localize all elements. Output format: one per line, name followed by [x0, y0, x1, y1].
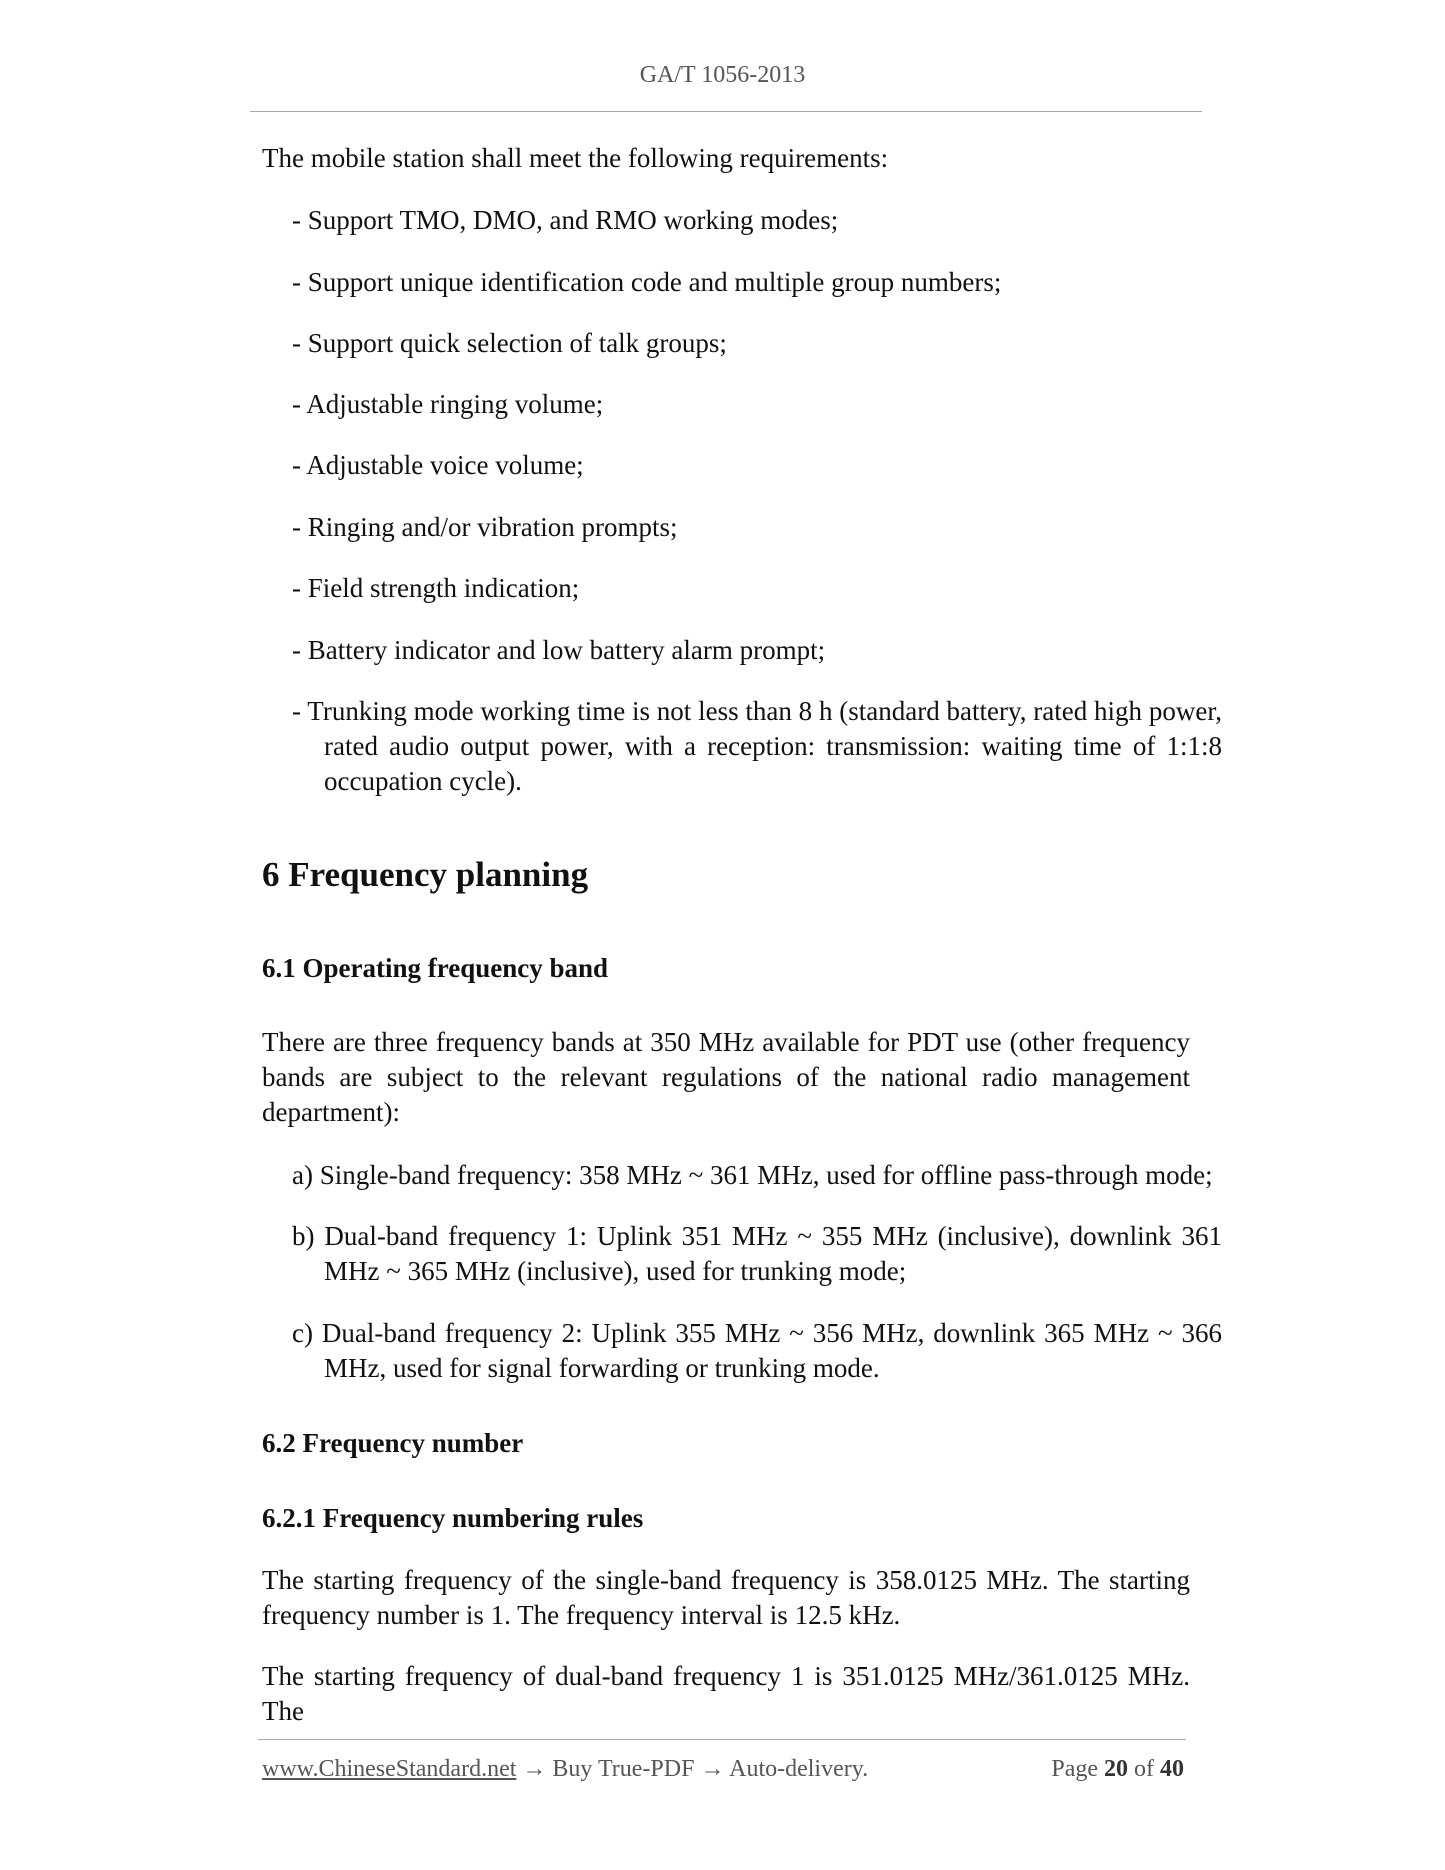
- footer-promo: [262, 1756, 868, 1783]
- of-label: of: [1134, 1756, 1154, 1782]
- header-divider: [250, 111, 1202, 112]
- page-label: Page: [1051, 1756, 1098, 1782]
- requirement-item: - Support quick selection of talk groups;: [292, 328, 727, 358]
- section-6-2-1-heading: 6.2.1 Frequency numbering rules: [262, 1503, 644, 1533]
- current-page-number: 20: [1104, 1756, 1128, 1782]
- band-item: c) Dual-band frequency 2: Uplink 355 MHz ~ 356 MHz, downlink 365 MHz ~ 366 MHz, used for signal forwarding or trunking mode.: [292, 1318, 1222, 1383]
- chinesestandard-link[interactable]: www.ChineseStandard.net: [262, 1756, 517, 1782]
- page-indicator: [1051, 1756, 1184, 1783]
- section-6-1-heading: 6.1 Operating frequency band: [262, 953, 609, 983]
- section-6-heading: 6 Frequency planning: [262, 855, 589, 894]
- requirement-item: - Adjustable ringing volume;: [292, 389, 604, 419]
- footer-promo-text: → Buy True-PDF → Auto-delivery.: [516, 1756, 869, 1782]
- numbering-paragraph-2: The starting frequency of dual-band frequency 1 is 351.0125 MHz/361.0125 MHz. The: [262, 1661, 1190, 1726]
- requirement-item: - Adjustable voice volume;: [292, 450, 584, 480]
- requirement-item: - Field strength indication;: [292, 573, 580, 603]
- numbering-paragraph-1: The starting frequency of the single-band frequency is 358.0125 MHz. The starting frequency number is 1. The frequency interval is 12.5 kHz.: [262, 1565, 1190, 1630]
- document-header: GA/T 1056-2013: [639, 62, 806, 88]
- section-6-2-heading: 6.2 Frequency number: [262, 1428, 524, 1458]
- section-6-1-body: There are three frequency bands at 350 MHz available for PDT use (other frequency bands are subject to the relevant regulations of the national radio management department):: [262, 1027, 1190, 1127]
- intro-paragraph: The mobile station shall meet the following requirements:: [262, 143, 889, 173]
- requirement-item: - Support unique identification code and multiple group numbers;: [292, 267, 1002, 297]
- band-item: a) Single-band frequency: 358 MHz ~ 361 MHz, used for offline pass-through mode;: [292, 1160, 1213, 1190]
- requirement-item: - Trunking mode working time is not less than 8 h (standard battery, rated high power, rated audio output power, with a reception: transmission: waiting time of 1:1:8 occupation cycle).: [292, 696, 1222, 796]
- band-item: b) Dual-band frequency 1: Uplink 351 MHz ~ 355 MHz (inclusive), downlink 361 MHz ~ 365 MHz (inclusive), used for trunking mode;: [292, 1221, 1222, 1286]
- footer-divider: [258, 1739, 1186, 1740]
- requirement-item: - Support TMO, DMO, and RMO working modes;: [292, 205, 839, 235]
- requirement-item: - Battery indicator and low battery alarm prompt;: [292, 635, 826, 665]
- total-page-count: 40: [1160, 1756, 1184, 1782]
- page-footer: [262, 1756, 1184, 1790]
- requirement-item: - Ringing and/or vibration prompts;: [292, 512, 678, 542]
